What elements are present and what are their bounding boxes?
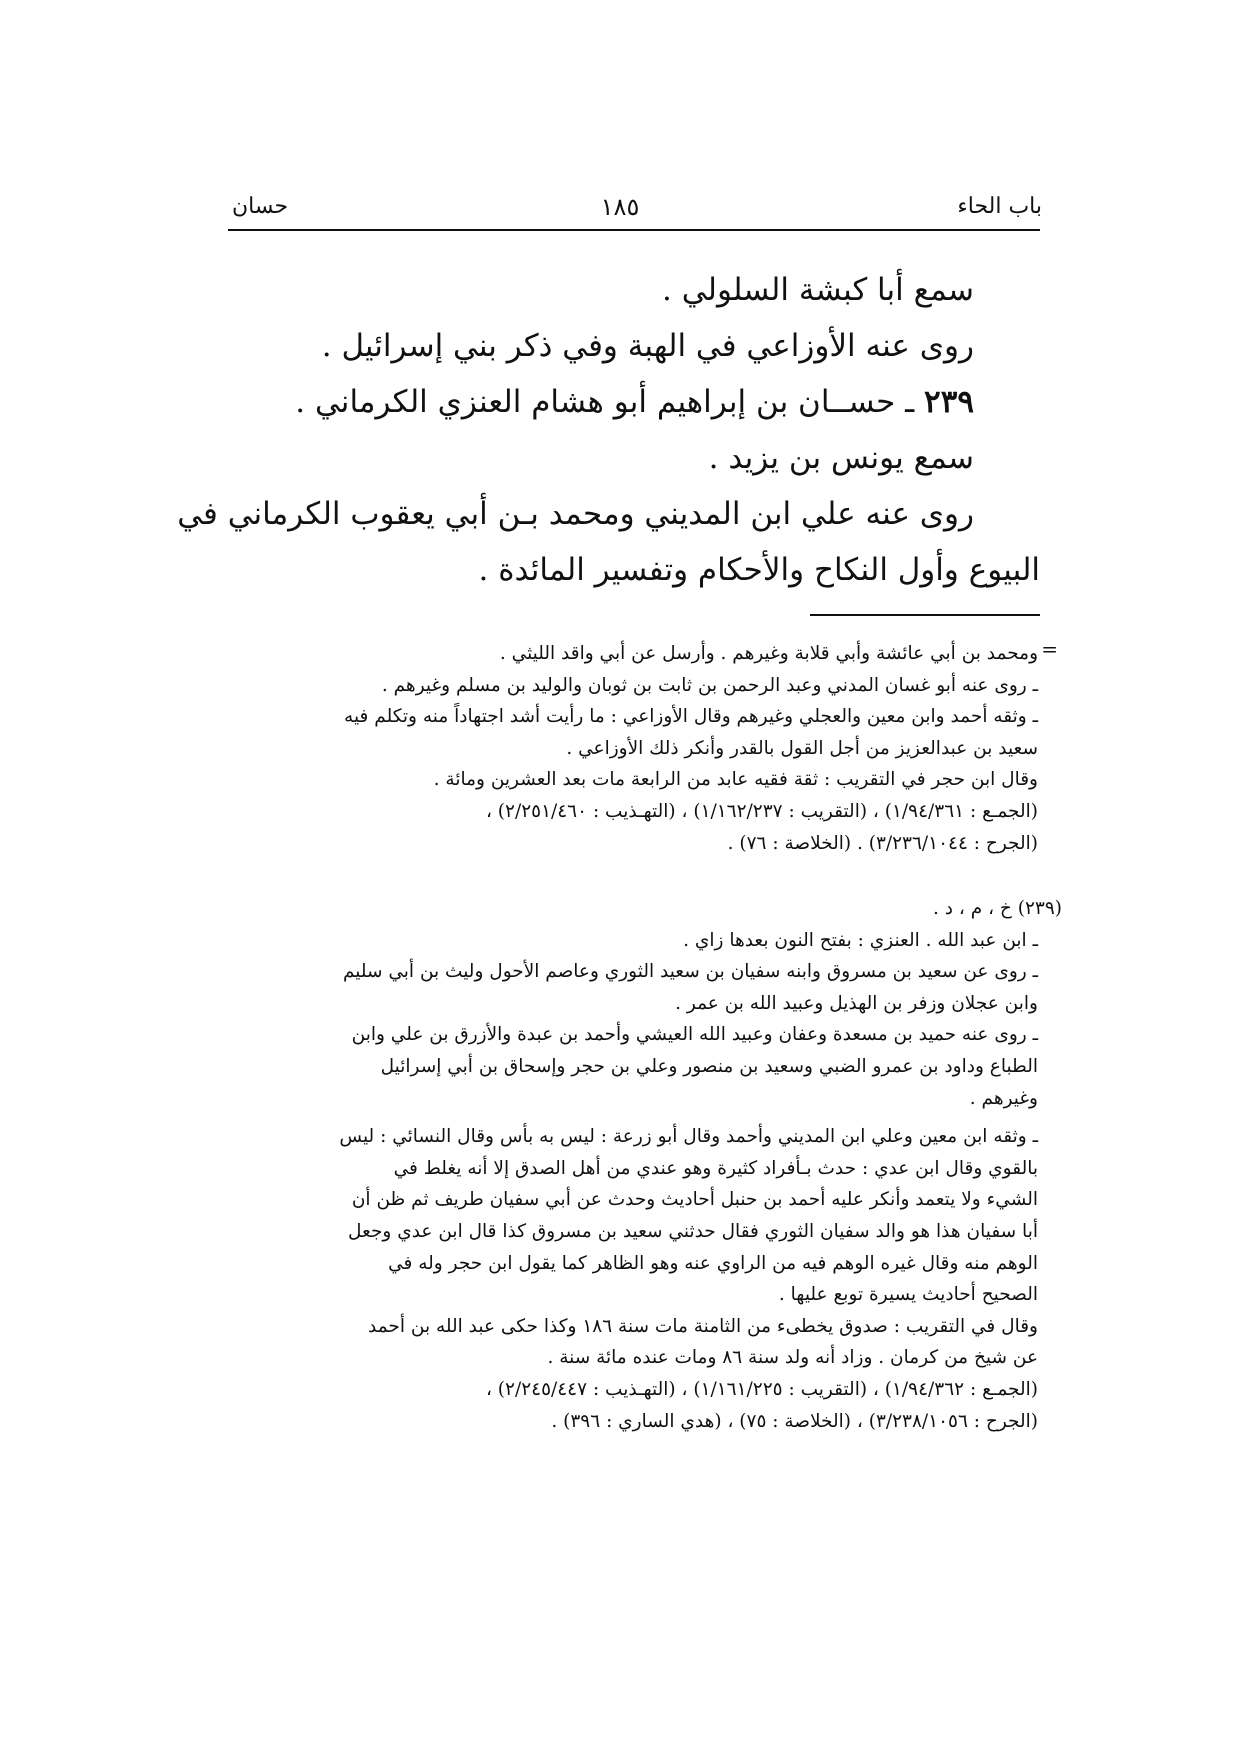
footnote-continued [232, 638, 1038, 859]
footnote-line: ـ وثقه ابن معين وعلي ابن المديني وأحمد وقال أبو زرعة : ليس به بأس وقال النسائي : ليس [339, 1126, 1038, 1148]
main-line: البيوع وأول النكاح والأحكام وتفسير المائدة . [478, 552, 1040, 588]
main-line: روى عنه الأوزاعي في الهبة وفي ذكر بني إسرائيل . [321, 328, 974, 364]
footnote-line: وقال في التقريب : صدوق يخطىء من الثامنة مات سنة ١٨٦ وكذا حكى عبد الله بن أحمد [368, 1315, 1038, 1337]
footnote-line: ومحمد بن أبي عائشة وأبي قلابة وغيرهم . وأرسل عن أبي واقد الليثي . [499, 643, 1038, 664]
footnote-line: ـ ابن عبد الله . العنزي : بفتح النون بعدها زاي . [683, 929, 1038, 951]
footnote-line: (الجمـع : ١/٩٤/٣٦١) ، (التقريب : ١/١٦٢/٢٣٧) ، (التهـذيب : ٢/٢٥١/٤٦٠) ، [485, 800, 1038, 822]
footnote-line: ـ روى عنه أبو غسان المدني وعبد الرحمن بن ثابت بن ثوبان والوليد بن مسلم وغيرهم . [381, 674, 1038, 696]
footnote-line: بالقوي وقال ابن عدي : حدث بـأفراد كثيرة وهو عندي من أهل الصدق إلا أنه يغلط في [393, 1157, 1038, 1179]
footnote-line: وقال ابن حجر في التقريب : ثقة فقيه عابد من الرابعة مات بعد العشرين ومائة . [433, 769, 1038, 791]
running-head-keyword: حسان [232, 194, 289, 219]
footnote-line: (الجمـع : ١/٩٤/٣٦٢) ، (التقريب : ١/١٦١/٢٢٥) ، (التهـذيب : ٢/٢٤٥/٤٤٧) ، [485, 1378, 1038, 1400]
footnote-line: ـ وثقه أحمد وابن معين والعجلي وغيرهم وقال الأوزاعي : ما رأيت أشد اجتهاداً منه وتكلم فيه [344, 706, 1038, 728]
continuation-marker: = [1041, 637, 1058, 661]
footnote-line: الشيء ولا يتعمد وأنكر عليه أحمد بن حنبل أحاديث وحدث عن أبي سفيان طريف ثم ظن أن [351, 1189, 1038, 1211]
entry-title: ـ حســان بن إبراهيم أبو هشام العنزي الكرماني . [295, 384, 915, 420]
footnote-line: سعيد بن عبدالعزيز من أجل القول بالقدر وأنكر ذلك الأوزاعي . [566, 737, 1038, 759]
footnote-line: (الجرح : ٣/٢٣٨/١٠٥٦) ، (الخلاصة : ٧٥) ، (هدي الساري : ٣٩٦) . [551, 1410, 1038, 1432]
header-rule [228, 229, 1040, 231]
main-line: سمع أبا كبشة السلولي . [661, 272, 974, 308]
footnote-line: ـ روى عنه حميد بن مسعدة وعفان وعبيد الله العيشي وأحمد بن عبدة والأزرق بن علي وابن [351, 1024, 1038, 1046]
entry-number: ٢٣٩ [924, 384, 974, 420]
footnote-heading: (٢٣٩) خ ، م ، د . [933, 898, 1062, 919]
footnote-line: (الجرح : ٣/٢٣٦/١٠٤٤) . (الخلاصة : ٧٦) . [727, 832, 1038, 854]
footnote-line: الوهم منه وقال غيره الوهم فيه من الراوي عنه وهو الظاهر كما يقول ابن حجر وله في [388, 1252, 1038, 1274]
footnote-line: أبا سفيان هذا هو والد سفيان الثوري فقال حدثني سعيد بن مسروق كذا قال ابن عدي وجعل [348, 1220, 1038, 1242]
entry-heading [228, 374, 1040, 430]
footnote-239 [232, 893, 1062, 1437]
footnote-line: عن شيخ من كرمان . وزاد أنه ولد سنة ٨٦ ومات عنده مائة سنة . [547, 1347, 1038, 1369]
main-line: سمع يونس بن يزيد . [708, 440, 974, 476]
main-line: روى عنه علي ابن المديني ومحمد بـن أبي يعقوب الكرماني في [177, 496, 974, 532]
footnote-line: الصحيح أحاديث يسيرة توبع عليها . [778, 1284, 1038, 1306]
footnote-separator [810, 614, 1040, 616]
main-text [177, 262, 1040, 598]
running-head-chapter: باب الحاء [957, 194, 1042, 219]
footnote-line: ـ روى عن سعيد بن مسروق وابنه سفيان بن سعيد الثوري وعاصم الأحول وليث بن أبي سليم [342, 961, 1038, 983]
footnote-line: الطباع وداود بن عمرو الضبي وسعيد بن منصور وعلي بن حجر وإسحاق بن أبي إسرائيل [380, 1055, 1038, 1077]
footnote-line: وابن عجلان وزفر بن الهذيل وعبيد الله بن عمر . [675, 992, 1038, 1014]
page-number: ١٨٥ [600, 193, 640, 221]
footnote-line: وغيرهم . [969, 1087, 1038, 1109]
paragraph-gap [232, 1114, 1038, 1121]
